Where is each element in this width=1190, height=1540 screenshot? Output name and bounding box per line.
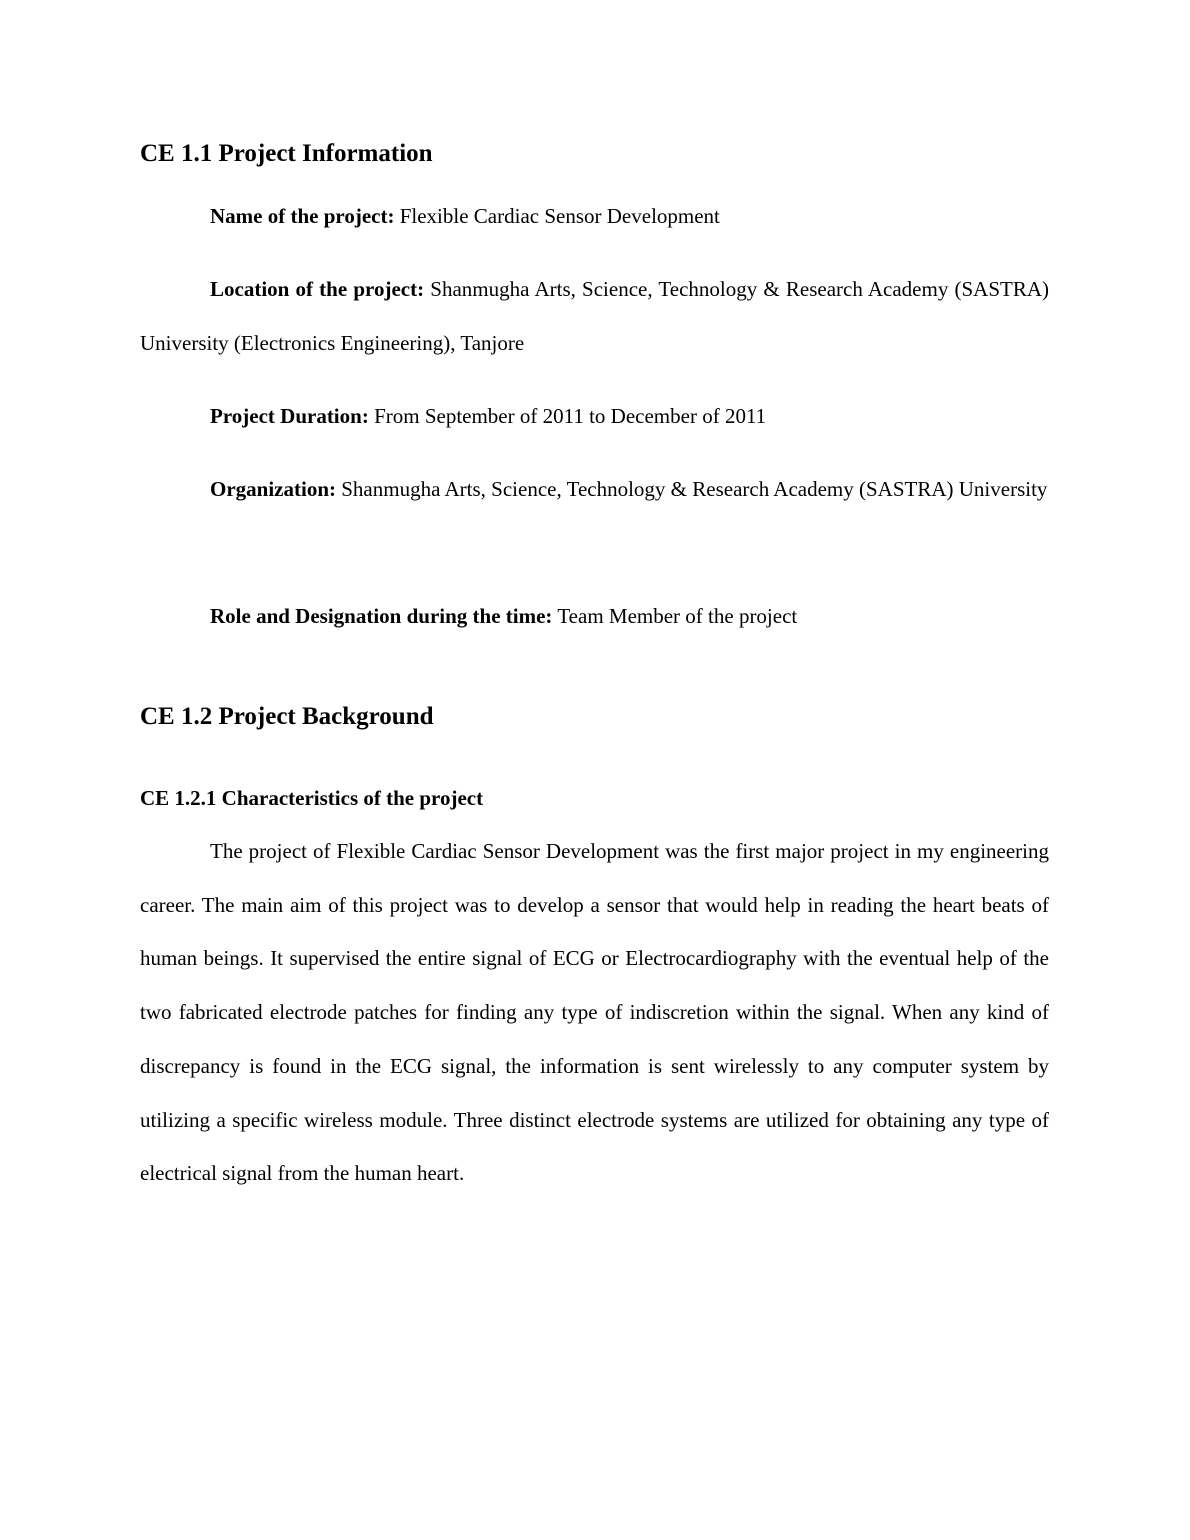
- field-value: Flexible Cardiac Sensor Development: [399, 204, 720, 228]
- field-label: Organization:: [210, 477, 336, 501]
- section-heading-project-information: CE 1.1 Project Information: [140, 140, 433, 167]
- field-label: Location of the project:: [210, 277, 425, 301]
- field-project-duration: [140, 389, 1049, 443]
- field-project-location: [140, 262, 1049, 370]
- field-project-name: [140, 189, 1049, 243]
- field-value: Team Member of the project: [557, 604, 798, 628]
- characteristics-paragraph: The project of Flexible Cardiac Sensor Development was the first major project in my engineering career. The main aim of this project was to develop a sensor that would help in reading the heart beats of human beings. It supervised the entire signal of ECG or Electrocardiography with the eventual help of the two fabricated electrode patches for finding any type of indiscretion within the signal. When any kind of discrepancy is found in the ECG signal, the information is sent wirelessly to any computer system by utilizing a specific wireless module. Three distinct electrode systems are utilized for obtaining any type of electrical signal from the human heart.: [140, 839, 1049, 1186]
- section-heading-project-background: CE 1.2 Project Background: [140, 703, 434, 730]
- subsection-heading-characteristics: CE 1.2.1 Characteristics of the project: [140, 786, 484, 810]
- field-value: Shanmugha Arts, Science, Technology & Research Academy (SASTRA) University: [341, 477, 1048, 501]
- field-value: From September of 2011 to December of 2011: [374, 404, 767, 428]
- field-value: Shanmugha Arts, Science, Technology & Research Academy (SASTRA) University (Electronics Engineering), Tanjore: [140, 277, 1050, 355]
- field-label: Project Duration:: [210, 404, 369, 428]
- field-label: Name of the project:: [210, 204, 395, 228]
- field-label: Role and Designation during the time:: [210, 604, 553, 628]
- field-role-designation: [140, 589, 1049, 643]
- field-organization: [140, 462, 1049, 516]
